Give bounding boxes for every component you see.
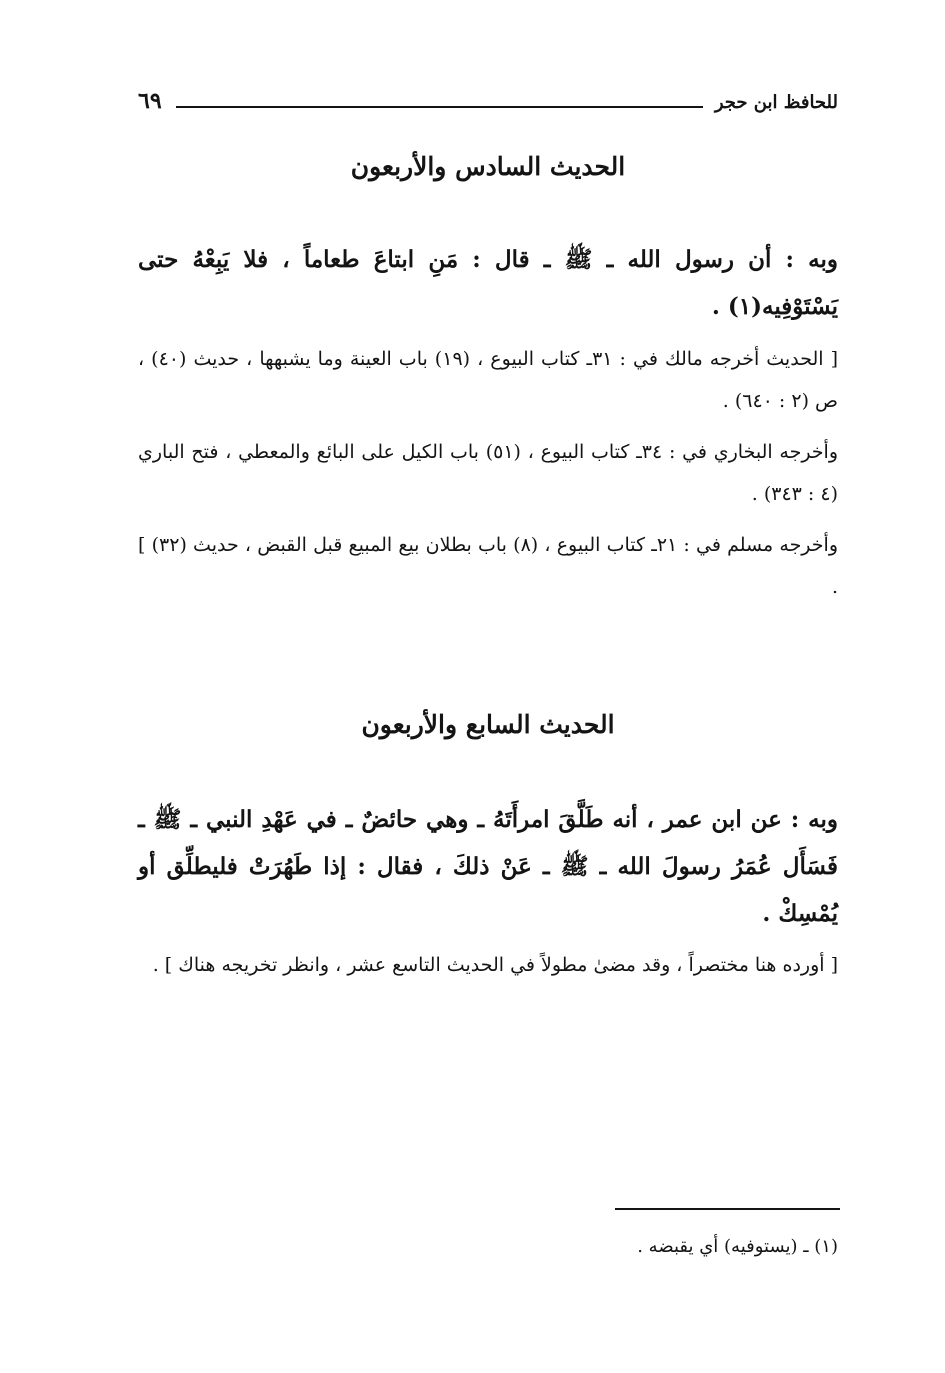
hadith-46-matn: وبه : أن رسول الله ـ ﷺ ـ قال : مَنِ ابتاعَ طعاماً ، فلا يَبِعْهُ حتى يَسْتَوْفِيه(١) . (138, 246, 838, 320)
footnote-rule (615, 1208, 840, 1210)
page-number: ٦٩ (138, 88, 162, 114)
hadith-46-takhrij-malik: [ الحديث أخرجه مالك في : ٣١ـ كتاب البيوع ، (١٩) باب العينة وما يشبهها ، حديث (٤٠) ، ص (٢ : ٦٤٠) . (138, 348, 838, 412)
running-title: للحافظ ابن حجر (714, 92, 838, 113)
hadith-46-takhrij-bukhari: وأخرجه البخاري في : ٣٤ـ كتاب البيوع ، (٥١) باب الكيل على البائع والمعطي ، فتح الباري (٤ : ٣٤٣) . (138, 441, 839, 505)
hadith-46-title: الحديث السادس والأربعون (350, 152, 626, 181)
header-rule (176, 106, 703, 108)
footnote: (١) ـ (يستوفيه) أي يقبضه . (637, 1236, 838, 1257)
page-header (138, 88, 838, 122)
hadith-47-title: الحديث السابع والأربعون (361, 710, 615, 739)
hadith-47-takhrij: [ أورده هنا مختصراً ، وقد مضىٰ مطولاً في الحديث التاسع عشر ، وانظر تخريجه هناك ] . (152, 954, 838, 976)
hadith-47-matn: وبه : عن ابن عمر ، أنه طَلَّقَ امرأَتَهُ ـ وهي حائضٌ ـ في عَهْدِ النبي ـ ﷺ ـ فَسَأَل عُمَرُ رسولَ الله ـ ﷺ ـ عَنْ ذلكَ ، فقال : إذا طَهُرَتْ فليطلِّق أو يُمْسِكْ . (138, 806, 838, 927)
hadith-46-takhrij-muslim: وأخرجه مسلم في : ٢١ـ كتاب البيوع ، (٨) باب بطلان بيع المبيع قبل القبض ، حديث (٣٢) ] . (138, 534, 838, 598)
